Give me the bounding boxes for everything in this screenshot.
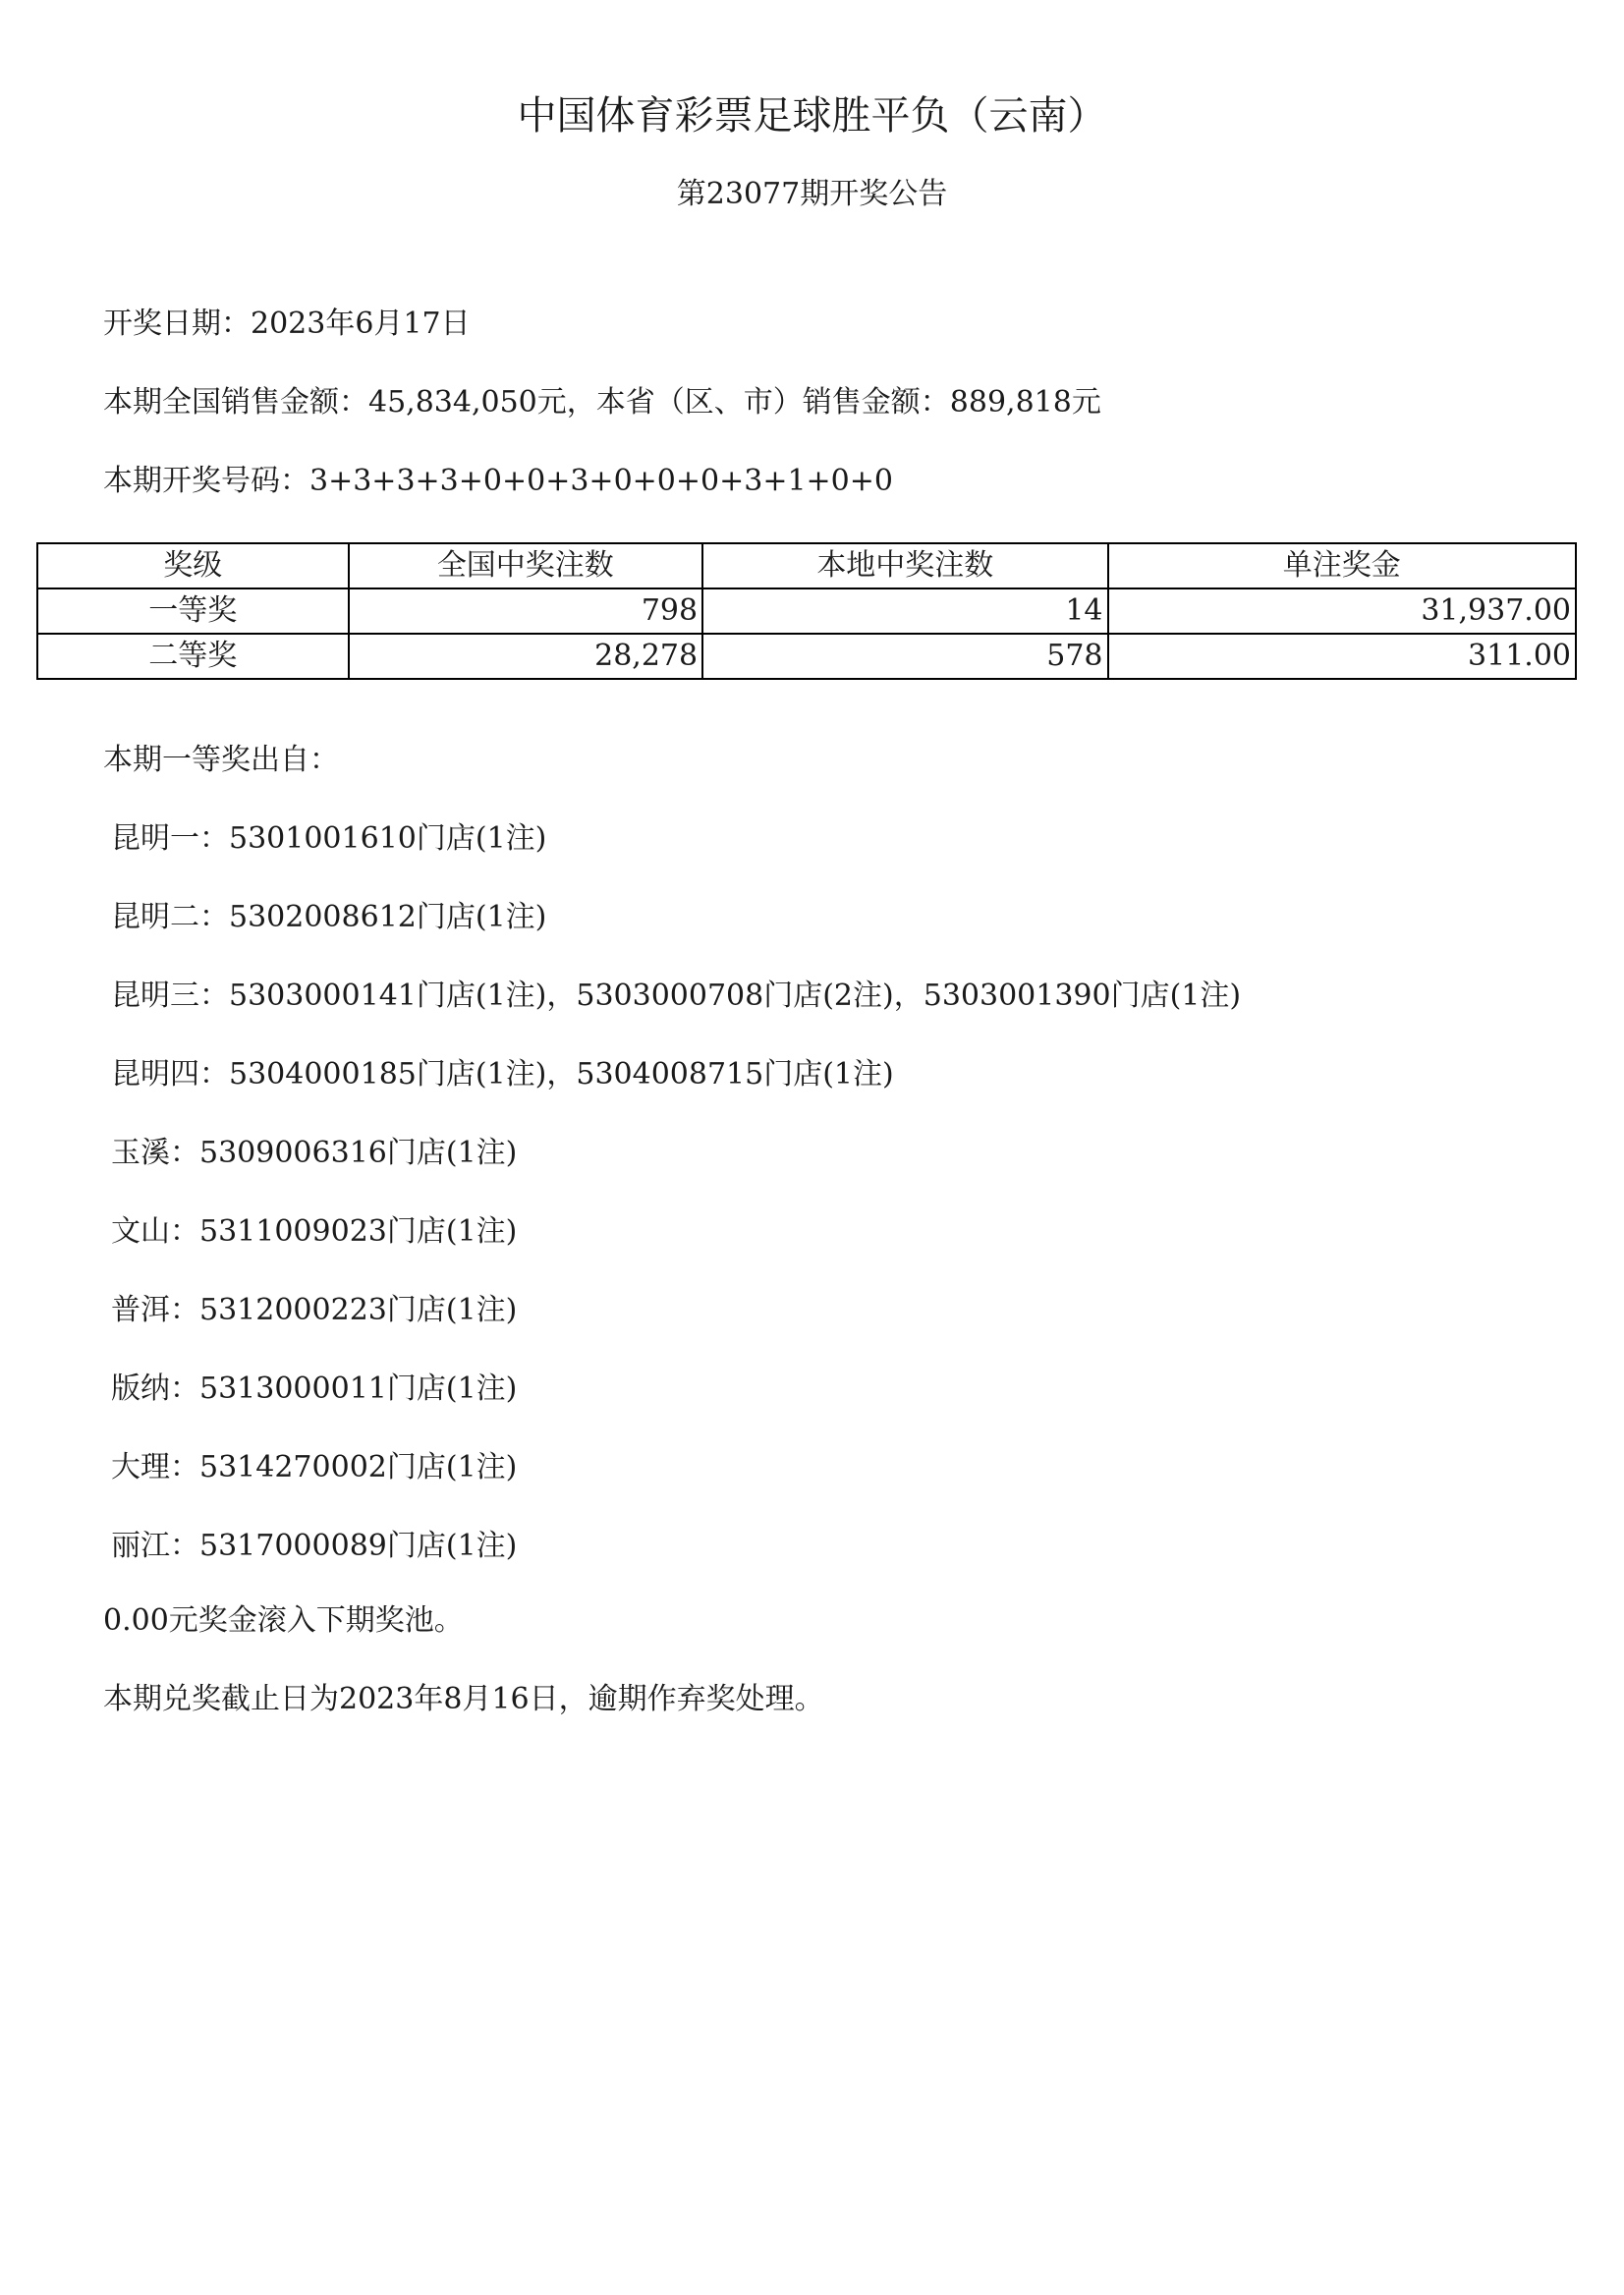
list-item: 昆明四：5304000185门店(1注)，5304008715门店(1注) — [111, 1057, 894, 1092]
header-local-winners: 本地中奖注数 — [702, 543, 1107, 588]
issue-subtitle: 第23077期开奖公告 — [676, 177, 948, 211]
cell-national-winners: 798 — [349, 588, 703, 634]
header-national-winners: 全国中奖注数 — [349, 543, 703, 588]
cell-local-winners: 578 — [702, 634, 1107, 679]
list-item: 版纳：5313000011门店(1注) — [111, 1371, 518, 1406]
list-item: 昆明三：5303000141门店(1注)，5303000708门店(2注)，5303001390门店(1注) — [111, 979, 1242, 1013]
header-prize-amount: 单注奖金 — [1108, 543, 1576, 588]
draw-date: 开奖日期：2023年6月17日 — [103, 307, 471, 341]
header-prize-level: 奖级 — [37, 543, 349, 588]
prize-table — [36, 542, 1577, 680]
list-item: 玉溪：5309006316门店(1注) — [111, 1136, 518, 1170]
cell-prize-level: 二等奖 — [37, 634, 349, 679]
cell-prize-amount: 311.00 — [1108, 634, 1576, 679]
list-item: 文山：5311009023门店(1注) — [111, 1214, 518, 1249]
cell-prize-level: 一等奖 — [37, 588, 349, 634]
list-item: 昆明二：5302008612门店(1注) — [111, 900, 547, 934]
list-item: 大理：5314270002门店(1注) — [111, 1450, 518, 1484]
list-item: 普洱：5312000223门店(1注) — [111, 1293, 518, 1327]
list-item: 丽江：5317000089门店(1注) — [111, 1529, 518, 1563]
sales-amount: 本期全国销售金额：45,834,050元，本省（区、市）销售金额：889,818元 — [103, 385, 1101, 420]
winning-numbers: 本期开奖号码：3+3+3+3+0+0+3+0+0+0+3+1+0+0 — [103, 464, 893, 498]
cell-prize-amount: 31,937.00 — [1108, 588, 1576, 634]
cell-national-winners: 28,278 — [349, 634, 703, 679]
rollover-note: 0.00元奖金滚入下期奖池。 — [103, 1603, 464, 1638]
table-row — [37, 588, 1576, 634]
cell-local-winners: 14 — [702, 588, 1107, 634]
table-row — [37, 634, 1576, 679]
first-prize-intro: 本期一等奖出自： — [103, 743, 339, 777]
list-item: 昆明一：5301001610门店(1注) — [111, 821, 547, 856]
document-title: 中国体育彩票足球胜平负（云南） — [517, 93, 1107, 139]
deadline-note: 本期兑奖截止日为2023年8月16日，逾期作弃奖处理。 — [103, 1682, 824, 1716]
table-header-row — [37, 543, 1576, 588]
